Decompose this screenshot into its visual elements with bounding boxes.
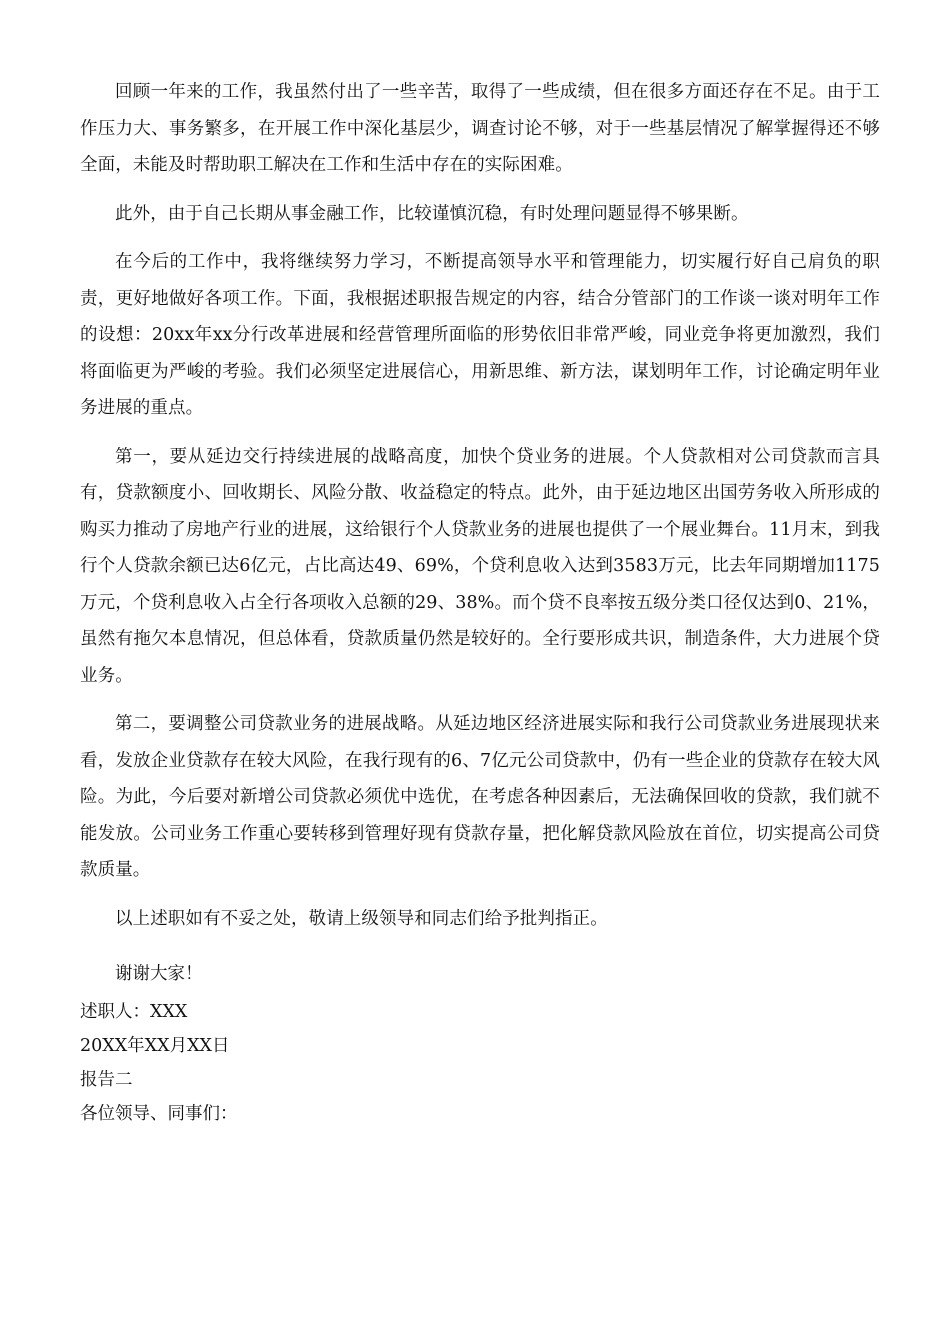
paragraph-self-assessment: 此外，由于自己长期从事金融工作，比较谨慎沉稳，有时处理问题显得不够果断。: [115, 203, 749, 224]
closing-thanks: 谢谢大家！: [115, 964, 203, 984]
salutation-line: 各位领导、同事们：: [80, 1104, 238, 1124]
document-body: [80, 74, 880, 1131]
next-report-heading: 报告二: [80, 1070, 133, 1090]
signer-line: 述职人：XXX: [80, 1002, 188, 1022]
paragraph-future-plans: 在今后的工作中，我将继续努力学习，不断提高领导水平和管理能力，切实履行好自己肩负的职责，更好地做好各项工作。下面，我根据述职报告规定的内容，结合分管部门的工作谈一谈对明年工作的设想：20xx年xx分行改革进展和经营管理所面临的形势依旧非常严峻，同业竞争将更加激烈，我们将面临更为严峻的考验。我们必须坚定进展信心，用新思维、新方法，谋划明年工作，讨论确定明年业务进展的重点。: [80, 252, 880, 418]
paragraph-conclusion: 以上述职如有不妥之处，敬请上级领导和同志们给予批判指正。: [115, 908, 608, 929]
date-line: 20XX年XX月XX日: [80, 1036, 230, 1056]
paragraph-personal-loans: 第一，要从延边交行持续进展的战略高度，加快个贷业务的进展。个人贷款相对公司贷款而言具有，贷款额度小、回收期长、风险分散、收益稳定的特点。此外，由于延边地区出国劳务收入所形成的购买力推动了房地产行业的进展，这给银行个人贷款业务的进展也提供了一个展业舞台。11月末，到我行个人贷款余额已达6亿元，占比高达49、69%，个贷利息收入达到3583万元，比去年同期增加1175万元，个贷利息收入占全行各项收入总额的29、38%。而个贷不良率按五级分类口径仅达到0、21%，虽然有拖欠本息情况，但总体看，贷款质量仍然是较好的。全行要形成共识，制造条件，大力进展个贷业务。: [80, 446, 880, 686]
paragraph-corporate-loans: 第二，要调整公司贷款业务的进展战略。从延边地区经济进展实际和我行公司贷款业务进展现状来看，发放企业贷款存在较大风险，在我行现有的6、7亿元公司贷款中，仍有一些企业的贷款存在较大风险。为此，今后要对新增公司贷款必须优中选优，在考虑各种因素后，无法确保回收的贷款，我们就不能发放。公司业务工作重心要转移到管理好现有贷款存量，把化解贷款风险放在首位，切实提高公司贷款质量。: [80, 714, 880, 880]
paragraph-review: 回顾一年来的工作，我虽然付出了一些辛苦，取得了一些成绩，但在很多方面还存在不足。由于工作压力大、事务繁多，在开展工作中深化基层少，调查讨论不够，对于一些基层情况了解掌握得还不够全面，未能及时帮助职工解决在工作和生活中存在的实际困难。: [80, 82, 880, 175]
